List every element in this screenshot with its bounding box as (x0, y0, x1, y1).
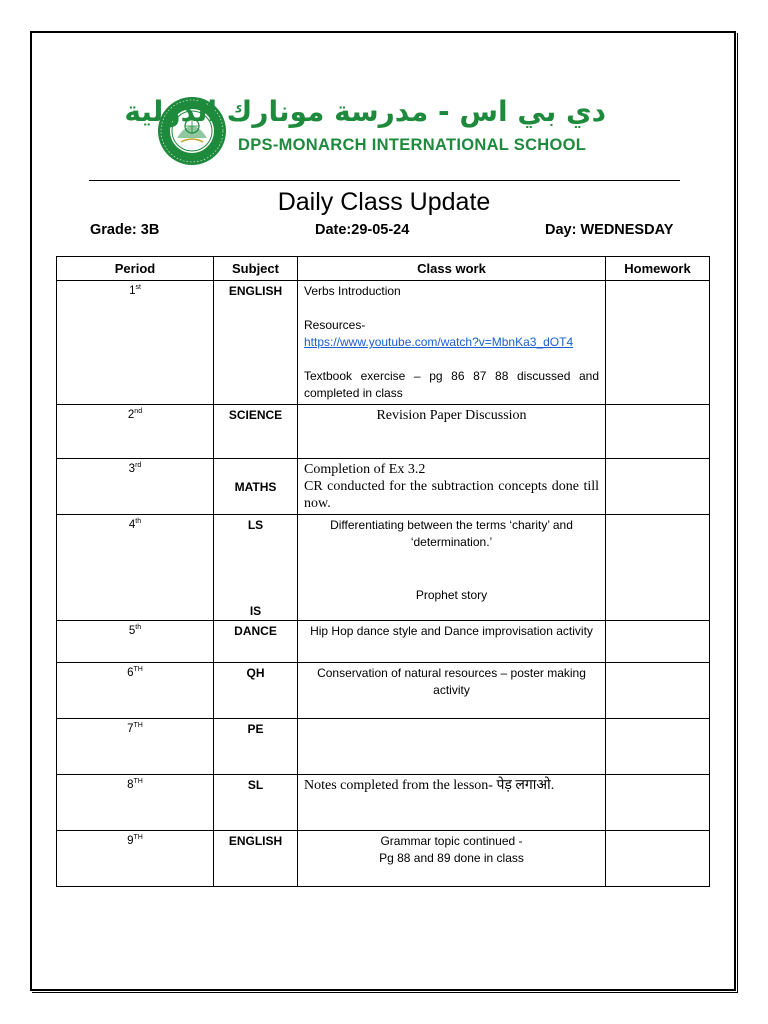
classwork-cell: Hip Hop dance style and Dance improvisation activity (298, 621, 606, 663)
classwork-cell (298, 459, 606, 515)
classwork-cell: Conservation of natural resources – poster making activity (298, 663, 606, 719)
classwork-cell (298, 719, 606, 775)
document-title: Daily Class Update (277, 188, 491, 216)
classwork-text: Verbs Introduction (304, 284, 401, 298)
table-row (57, 281, 710, 405)
school-arabic-name: دي بي اس - مدرسة مونارك الدولية (124, 95, 606, 128)
homework-cell (606, 621, 710, 663)
header-homework: Homework (606, 257, 710, 281)
table-row (57, 405, 710, 459)
day-label: Day: WEDNESDAY (545, 222, 674, 238)
school-english-name: DPS-MONARCH INTERNATIONAL SCHOOL (238, 136, 587, 154)
grade-label: Grade: 3B (90, 222, 160, 238)
classwork-text: Differentiating between the terms ‘charity’ and ‘determination.’ (330, 518, 573, 549)
homework-cell (606, 719, 710, 775)
timetable (56, 256, 710, 887)
classwork-text: CR conducted for the subtraction concepts done till now. (304, 479, 599, 511)
table-row (57, 775, 710, 831)
homework-cell (606, 515, 710, 621)
period-cell: 3rd (57, 459, 214, 515)
table-row (57, 621, 710, 663)
table-row (57, 831, 710, 887)
period-cell: 4th (57, 515, 214, 621)
classwork-text: Textbook exercise – pg 86 87 88 discussed and completed in class (304, 369, 599, 400)
homework-cell (606, 775, 710, 831)
subject-label: LS (247, 518, 264, 532)
homework-cell (606, 663, 710, 719)
table-row (57, 719, 710, 775)
homework-cell (606, 831, 710, 887)
subject-cell: MATHS (214, 459, 298, 515)
subject-label: IS (249, 604, 262, 618)
period-cell: 6TH (57, 663, 214, 719)
homework-cell (606, 459, 710, 515)
period-cell: 5th (57, 621, 214, 663)
period-cell: 2nd (57, 405, 214, 459)
subject-cell: DANCE (214, 621, 298, 663)
subject-cell (214, 515, 298, 621)
homework-cell (606, 405, 710, 459)
subject-cell: PE (214, 719, 298, 775)
period-cell: 7TH (57, 719, 214, 775)
period-cell: 9TH (57, 831, 214, 887)
table-row (57, 515, 710, 621)
classwork-cell (298, 831, 606, 887)
table-header-row (57, 257, 710, 281)
period-cell: 1st (57, 281, 214, 405)
subject-cell: ENGLISH (214, 831, 298, 887)
subject-cell: QH (214, 663, 298, 719)
classwork-cell: Notes completed from the lesson- पेड़ लगाओ. (298, 775, 606, 831)
subject-cell: SCIENCE (214, 405, 298, 459)
classwork-cell (298, 281, 606, 405)
resource-link[interactable]: https://www.youtube.com/watch?v=MbnKa3_dOT4 (304, 335, 574, 349)
classwork-text: Prophet story (415, 588, 488, 602)
header-period: Period (57, 257, 214, 281)
subject-cell: SL (214, 775, 298, 831)
header-classwork: Class work (298, 257, 606, 281)
homework-cell (606, 281, 710, 405)
classwork-text: Completion of Ex 3.2 (304, 462, 426, 477)
date-label: Date:29-05-24 (315, 222, 410, 238)
table-row (57, 459, 710, 515)
resources-label: Resources- (304, 318, 366, 332)
classwork-cell: Revision Paper Discussion (298, 405, 606, 459)
subject-cell: ENGLISH (214, 281, 298, 405)
classwork-cell (298, 515, 606, 621)
classwork-text: Pg 88 and 89 done in class (379, 851, 524, 865)
table-row (57, 663, 710, 719)
header-subject: Subject (214, 257, 298, 281)
classwork-text: Grammar topic continued - (380, 834, 523, 848)
header-divider (89, 180, 680, 181)
period-cell: 8TH (57, 775, 214, 831)
